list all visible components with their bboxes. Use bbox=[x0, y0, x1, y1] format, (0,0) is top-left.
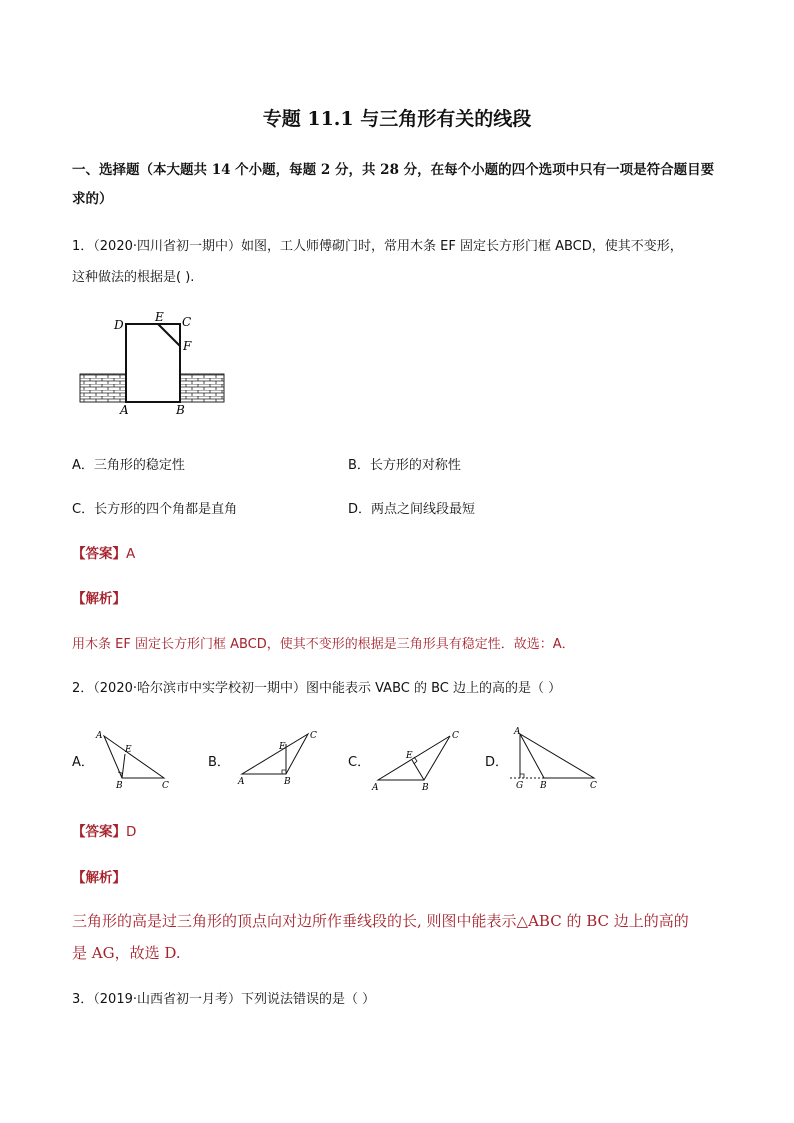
figD-label-g: G bbox=[516, 781, 524, 790]
figC-label-b: B bbox=[422, 783, 429, 793]
figB-label-c: C bbox=[310, 731, 317, 741]
page-title: 专题 11.1 与三角形有关的线段 bbox=[262, 108, 532, 130]
figC-label-a: A bbox=[372, 783, 379, 793]
label-a: A bbox=[120, 403, 129, 417]
q1-answer-tag: 【答案】 bbox=[72, 546, 126, 562]
q2-option-c-letter: C． bbox=[348, 755, 371, 770]
q2-figure-c bbox=[368, 724, 468, 794]
q2-solution-line2: 是 AG，故选 D. bbox=[72, 944, 181, 962]
figA-label-e: E bbox=[125, 745, 132, 755]
q2-option-b-letter: B． bbox=[208, 755, 230, 770]
figA-label-c: C bbox=[162, 781, 169, 790]
figA-label-a: A bbox=[96, 731, 103, 741]
q2-figure-d bbox=[506, 724, 606, 790]
q1-answer-value: A bbox=[126, 546, 136, 562]
right-brick-wall bbox=[180, 374, 224, 402]
q1-option-c: C．长方形的四个角都是直角 bbox=[72, 502, 238, 517]
q2-answer-value: D bbox=[126, 824, 137, 840]
section-heading-line1: 一、选择题（本大题共 14 个小题，每题 2 分，共 28 分，在每个小题的四个选项中只有一项是符合题目要 bbox=[72, 162, 715, 178]
q1-analysis-tag: 【解析】 bbox=[72, 591, 126, 607]
figD-label-c: C bbox=[590, 781, 597, 790]
label-c: C bbox=[182, 315, 192, 329]
figB-label-a: A bbox=[238, 777, 245, 787]
q1-solution: 用木条 EF 固定长方形门框 ABCD，使其不变形的根据是三角形具有稳定性．故选：A． bbox=[72, 637, 575, 652]
left-brick-wall bbox=[80, 374, 126, 402]
figB-label-e: E bbox=[279, 742, 286, 752]
q2-answer-tag: 【答案】 bbox=[72, 824, 126, 840]
q2-answer bbox=[72, 820, 136, 840]
q2-analysis-tag: 【解析】 bbox=[72, 870, 126, 886]
label-e: E bbox=[155, 310, 164, 324]
figC-label-e: E bbox=[406, 751, 413, 761]
q2-option-d-letter: D． bbox=[485, 755, 509, 770]
q1-answer bbox=[72, 542, 135, 562]
q2-figure-b bbox=[230, 724, 320, 790]
q1-option-a: A．三角形的稳定性 bbox=[72, 458, 185, 473]
label-b: B bbox=[176, 403, 185, 417]
label-f: F bbox=[183, 339, 192, 353]
q2-solution-line1: 三角形的高是过三角形的顶点向对边所作垂线段的长, 则图中能表示△ABC 的 BC 边上的高的 bbox=[72, 912, 689, 930]
q1-stem-line1: 1．（2020·四川省初一期中）如图，工人师傅砌门时，常用木条 EF 固定长方形门框 ABCD，使其不变形， bbox=[72, 239, 683, 254]
figC-label-c: C bbox=[452, 731, 459, 741]
label-d: D bbox=[114, 318, 124, 332]
q2-stem: 2．（2020·哈尔滨市中实学校初一期中）图中能表示 VABC 的 BC 边上的高的是（ ） bbox=[72, 681, 562, 696]
figD-label-b: B bbox=[540, 781, 547, 790]
section-heading-line2: 求的） bbox=[72, 191, 113, 207]
door-frame-rect bbox=[126, 324, 180, 402]
q3-stem: 3．（2019·山西省初一月考）下列说法错误的是（ ） bbox=[72, 992, 376, 1007]
q1-stem-line2: 这种做法的根据是( ). bbox=[72, 270, 195, 285]
q2-figure-a bbox=[92, 724, 172, 790]
figD-label-a: A bbox=[514, 727, 521, 737]
figB-label-b: B bbox=[284, 777, 291, 787]
figA-label-b: B bbox=[116, 781, 123, 790]
q2-option-a-letter: A． bbox=[72, 755, 94, 770]
q1-door-frame-figure bbox=[72, 306, 232, 418]
q1-option-b: B．长方形的对称性 bbox=[348, 458, 461, 473]
q1-option-d: D．两点之间线段最短 bbox=[348, 502, 476, 517]
